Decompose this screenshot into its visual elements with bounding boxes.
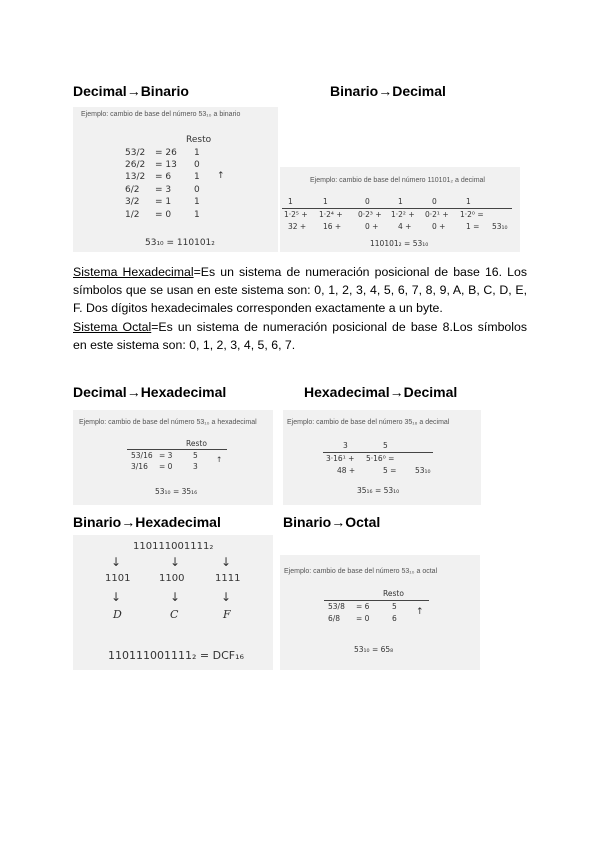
quotient: = 13 — [155, 160, 177, 170]
heading-binario-octal: Binario→Octal — [283, 514, 381, 530]
figure-binario-hexadecimal — [73, 535, 273, 670]
power-term: 0·2¹ + — [425, 210, 449, 219]
remainder: 6 — [392, 614, 397, 623]
binary-digit: 1 — [398, 197, 403, 206]
binary-number: 110111001111₂ — [133, 541, 214, 552]
value-term: 5 = — [383, 466, 397, 475]
heading-binario-hexadecimal: Binario→Hexadecimal — [73, 514, 221, 530]
resto-header: Resto — [383, 589, 404, 598]
figure-result: 110111001111₂ = DCF₁₆ — [108, 649, 244, 662]
division-row: 53/2 — [125, 148, 146, 158]
value-term: 0 + — [432, 222, 446, 231]
quotient: = 3 — [155, 185, 172, 195]
binary-digit: 1 — [323, 197, 328, 206]
down-arrow-icon: ↓ — [221, 555, 232, 569]
division-row: 1/2 — [125, 210, 140, 220]
remainder: 0 — [194, 185, 200, 195]
division-row: 3/16 — [131, 462, 148, 471]
down-arrow-icon: ↓ — [170, 555, 181, 569]
figure-decimal-hexadecimal — [73, 410, 273, 505]
figure-result: 35₁₆ = 53₁₀ — [357, 486, 400, 495]
value-term: 4 + — [398, 222, 412, 231]
power-term: 1·2⁴ + — [319, 210, 343, 219]
oct-definition — [73, 318, 527, 354]
hex-definition — [73, 263, 527, 318]
power-term: 0·2³ + — [358, 210, 382, 219]
binary-digit: 1 — [288, 197, 293, 206]
value-term: 0 + — [365, 222, 379, 231]
hex-digit: 3 — [343, 441, 348, 450]
division-row: 3/2 — [125, 197, 140, 207]
division-row: 26/2 — [125, 160, 146, 170]
value-term: 48 + — [337, 466, 356, 475]
remainder: 1 — [194, 172, 200, 182]
division-row: 13/2 — [125, 172, 146, 182]
figure-decimal-binario — [73, 107, 278, 252]
up-arrow-icon: ↑ — [216, 455, 223, 464]
quotient: = 0 — [356, 614, 370, 623]
division-row: 6/8 — [328, 614, 341, 623]
value-total: 53₁₀ — [415, 466, 431, 475]
remainder: 1 — [194, 210, 200, 220]
definitions-text — [73, 263, 527, 354]
binary-group: 1100 — [159, 573, 185, 584]
remainder: 1 — [194, 197, 200, 207]
divider-line — [282, 208, 512, 209]
value-term: 1 = — [466, 222, 480, 231]
quotient: = 3 — [159, 451, 173, 460]
quotient: = 1 — [155, 197, 172, 207]
divider-line — [127, 449, 227, 450]
figure-caption: Ejemplo: cambio de base del número 35₁₆ a decimal — [287, 419, 450, 426]
value-term: 16 + — [323, 222, 342, 231]
quotient: = 0 — [155, 210, 172, 220]
divider-line — [324, 600, 429, 601]
figure-binario-decimal — [280, 167, 520, 252]
down-arrow-icon: ↓ — [111, 555, 122, 569]
binary-digit: 0 — [432, 197, 437, 206]
remainder: 1 — [194, 148, 200, 158]
binary-group: 1101 — [105, 573, 131, 584]
figure-result: 53₁₀ = 110101₂ — [145, 238, 215, 248]
remainder: 0 — [194, 160, 200, 170]
up-arrow-icon: ↑ — [217, 171, 225, 181]
quotient: = 0 — [159, 462, 173, 471]
power-term: 5·16⁰ = — [366, 454, 395, 463]
resto-header: Resto — [186, 439, 207, 448]
hex-letter: F — [223, 608, 231, 621]
hex-letter: C — [170, 608, 179, 621]
down-arrow-icon: ↓ — [170, 590, 181, 604]
power-term: 1·2⁰ = — [460, 210, 484, 219]
power-term: 1·2² + — [391, 210, 415, 219]
heading-decimal-binario: Decimal→Binario — [73, 83, 189, 99]
figure-result: 53₁₀ = 35₁₆ — [155, 487, 198, 496]
remainder: 5 — [193, 451, 198, 460]
quotient: = 26 — [155, 148, 177, 158]
figure-caption: Ejemplo: cambio de base del número 53₁₀ a octal — [284, 568, 438, 575]
figure-hexadecimal-decimal — [283, 410, 481, 505]
quotient: = 6 — [356, 602, 370, 611]
oct-term: Sistema Octal — [73, 319, 152, 334]
hex-digit: 5 — [383, 441, 388, 450]
division-row: 53/16 — [131, 451, 153, 460]
figure-binario-octal — [280, 555, 480, 670]
binary-digit: 0 — [365, 197, 370, 206]
remainder: 5 — [392, 602, 397, 611]
division-row: 6/2 — [125, 185, 140, 195]
up-arrow-icon: ↑ — [416, 607, 424, 617]
hex-body: =Es un sistema de numeración posicional de base 16. Los símbolos que se usan en este sistema son: 0, 1, 2, 3, 4, 5, 6, 7, 8, 9, A, B, C, D, E, F. Dos dígitos hexadecimales corresponden exactamente a un byte. — [73, 265, 527, 316]
oct-body: =Es un sistema de numeración posicional de base 8.Los símbolos en este sistema son: 0, 1, 2, 3, 4, 5, 6, 7. — [73, 319, 527, 352]
hex-letter: D — [113, 608, 122, 621]
power-term: 1·2⁵ + — [284, 210, 308, 219]
figure-caption: Ejemplo: cambio de base del número 110101₂ a decimal — [310, 177, 485, 184]
figure-result: 53₁₀ = 65₈ — [354, 645, 394, 654]
figure-result: 110101₂ = 53₁₀ — [370, 239, 429, 248]
hex-term: Sistema Hexadecimal — [73, 265, 194, 279]
heading-binario-decimal: Binario→Decimal — [330, 83, 446, 99]
heading-decimal-hexadecimal: Decimal→Hexadecimal — [73, 384, 227, 400]
binary-digit: 1 — [466, 197, 471, 206]
division-row: 53/8 — [328, 602, 345, 611]
binary-group: 1111 — [215, 573, 241, 584]
value-total: 53₁₀ — [492, 222, 508, 231]
quotient: = 6 — [155, 172, 172, 182]
heading-hexadecimal-decimal: Hexadecimal→Decimal — [304, 384, 458, 400]
down-arrow-icon: ↓ — [111, 590, 122, 604]
down-arrow-icon: ↓ — [221, 590, 232, 604]
divider-line — [323, 452, 433, 453]
figure-caption: Ejemplo: cambio de base del número 53₁₀ a hexadecimal — [79, 419, 257, 426]
resto-header: Resto — [186, 135, 212, 145]
power-term: 3·16¹ + — [326, 454, 355, 463]
figure-caption: Ejemplo: cambio de base del número 53₁₀ a binario — [81, 111, 241, 118]
value-term: 32 + — [288, 222, 307, 231]
remainder: 3 — [193, 462, 198, 471]
